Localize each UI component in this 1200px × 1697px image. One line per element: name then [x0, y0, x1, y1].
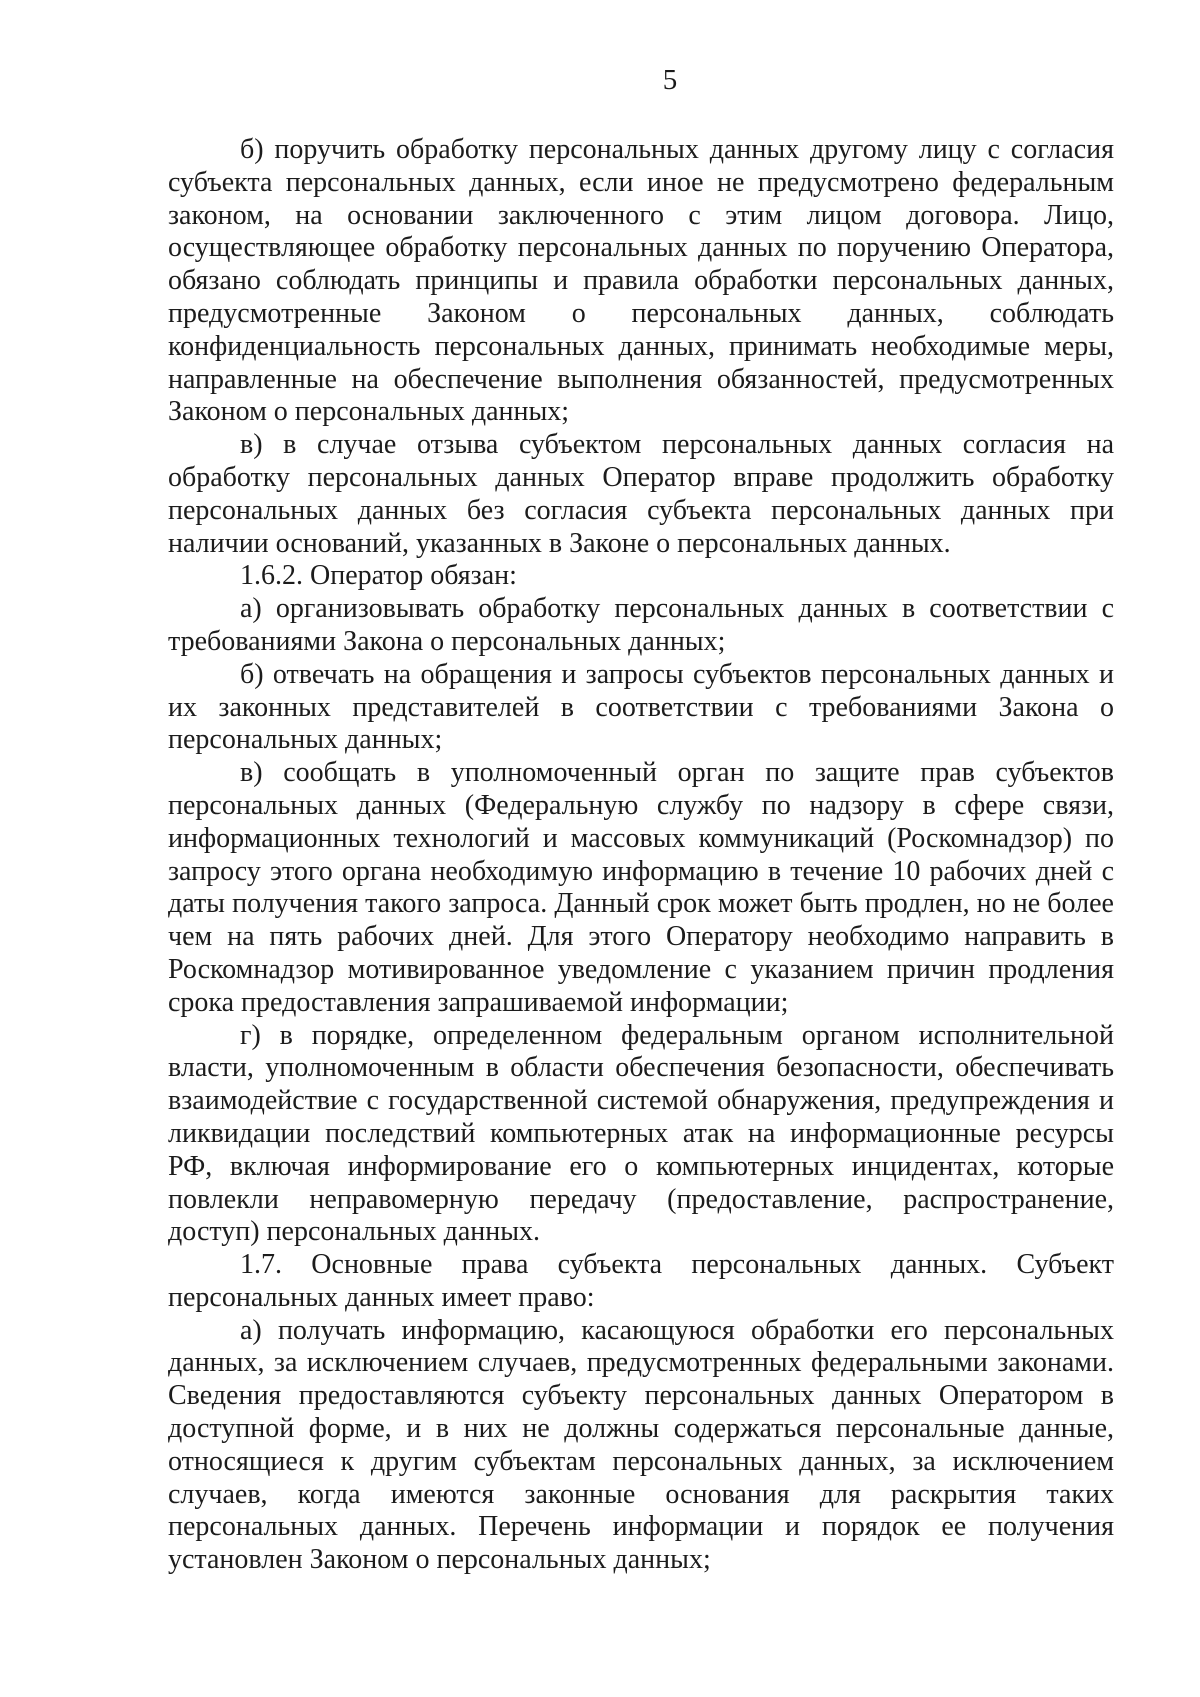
section-heading-1-6-2: 1.6.2. Оператор обязан:	[240, 560, 517, 592]
paragraph-2b-answer-requests: б) отвечать на обращения и запросы субъектов персональных данных и их законных представителей в соответствии с требованиями Закона о персональных данных;	[168, 658, 1114, 756]
paragraph-1b-entrust-processing: б) поручить обработку персональных данных другому лицу с согласия субъекта персональных данных, если иное не предусмотрено федеральным законом, на основании заключенного с этим лицом договора. Лицо, осуществляющее обработку персональных данных по поручению Оператора, обязано соблюдать принципы и правила обработки персональных данных, предусмотренные Законом о персональных данных, соблюдать конфиденциальность персональных данных, принимать необходимые меры, направленные на обеспечение выполнения обязанностей, предусмотренных Законом о персональных данных;	[168, 134, 1114, 428]
page-number: 5	[662, 64, 678, 96]
paragraph-2v-inform-roskomnadzor: в) сообщать в уполномоченный орган по защите прав субъектов персональных данных (Федеральную службу по надзору в сфере связи, информационных технологий и массовых коммуникаций (Роскомнадзор) по запросу этого органа необходимую информацию в течение 10 рабочих дней с даты получения такого запроса. Данный срок может быть продлен, но не более чем на пять рабочих дней. Для этого Оператору необходимо направить в Роскомнадзор мотивированное уведомление с указанием причин продления срока предоставления запрашиваемой информации;	[168, 757, 1114, 1018]
paragraph-3a-receive-information: а) получать информацию, касающуюся обработки его персональных данных, за исключением случаев, предусмотренных федеральными законами. Сведения предоставляются субъекту персональных данных Оператором в доступной форме, и в них не должны содержаться персональные данные, относящиеся к другим субъектам персональных данных, за исключением случаев, когда имеются законные основания для раскрытия таких персональных данных. Перечень информации и порядок ее получения установлен Законом о персональных данных;	[168, 1314, 1114, 1576]
paragraph-1v-consent-withdrawal: в) в случае отзыва субъектом персональных данных согласия на обработку персональных данных Оператор вправе продолжить обработку персональных данных без согласия субъекта персональных данных при наличии оснований, указанных в Законе о персональных данных.	[168, 429, 1114, 559]
paragraph-2a-organize-processing: а) организовывать обработку персональных данных в соответствии с требованиями Закона о персональных данных;	[168, 593, 1114, 657]
document-body	[168, 134, 1114, 1577]
section-heading-1-7: 1.7. Основные права субъекта персональных данных. Субъект персональных данных имеет право:	[168, 1249, 1114, 1313]
paragraph-2g-interaction-system: г) в порядке, определенном федеральным органом исполнительной власти, уполномоченным в области обеспечения безопасности, обеспечивать взаимодействие с государственной системой обнаружения, предупреждения и ликвидации последствий компьютерных атак на информационные ресурсы РФ, включая информирование его о компьютерных инцидентах, которые повлекли неправомерную передачу (предоставление, распространение, доступ) персональных данных.	[168, 1019, 1114, 1248]
